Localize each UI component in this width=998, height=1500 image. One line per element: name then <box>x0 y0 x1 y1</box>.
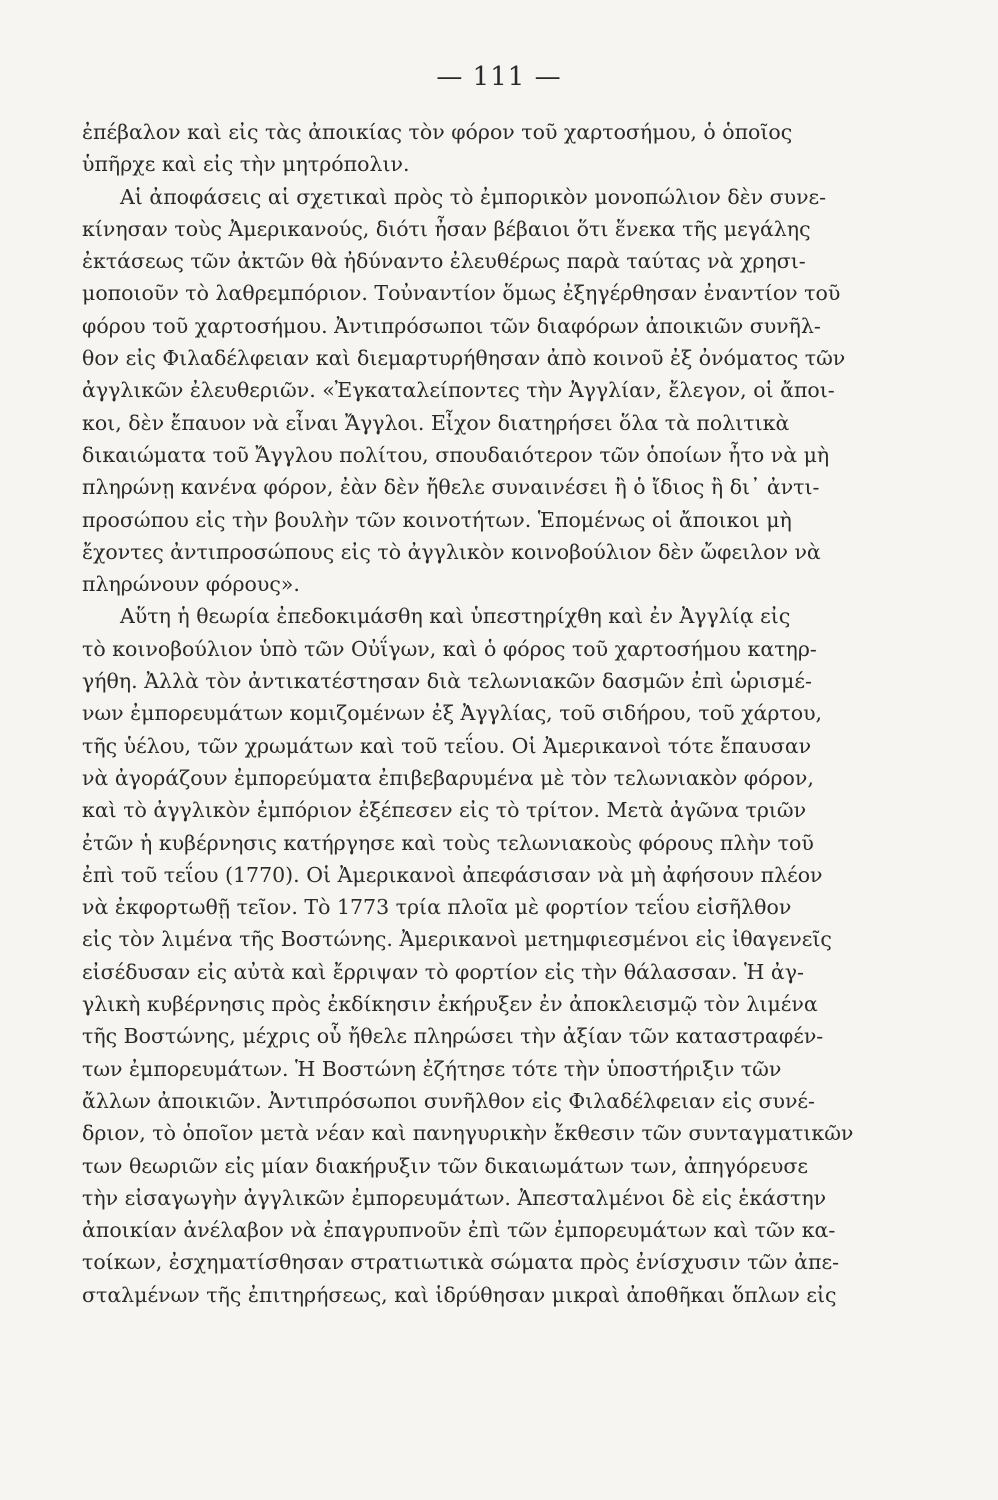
text-line: δριον, τὸ ὁποῖον μετὰ νέαν καὶ πανηγυρικὴν ἔκθεσιν τῶν συνταγματικῶν <box>82 1121 854 1146</box>
text-line: κοι, δὲν ἔπαυον νὰ εἶναι Ἄγγλοι. Εἶχον διατηρήσει ὅλα τὰ πολιτικὰ <box>82 410 790 435</box>
text-line: ἐπὶ τοῦ τεΐου (1770). Οἱ Ἀμερικανοὶ ἀπεφάσισαν νὰ μὴ ἀφήσουν πλέον <box>82 862 823 887</box>
body-text <box>82 116 910 1311</box>
text-line: ἐπέβαλον καὶ εἰς τὰς ἀποικίας τὸν φόρον τοῦ χαρτοσήμου, ὁ ὁποῖος <box>82 120 793 144</box>
text-line: νὰ ἀγοράζουν ἐμπορεύματα ἐπιβεβαρυμένα μὲ τὸν τελωνιακὸν φόρον, <box>82 765 814 790</box>
text-line: φόρου τοῦ χαρτοσήμου. Ἀντιπρόσωποι τῶν διαφόρων ἀποικιῶν συνῆλ- <box>82 313 821 338</box>
text-line: κίνησαν τοὺς Ἀμερικανούς, διότι ἦσαν βέβαιοι ὅτι ἕνεκα τῆς μεγάλης <box>82 216 811 241</box>
text-line: σταλμένων τῆς ἐπιτηρήσεως, καὶ ἱδρύθησαν μικραὶ ἀποθῆκαι ὅπλων εἰς <box>82 1282 837 1307</box>
text-line: γλικὴ κυβέρνησις πρὸς ἐκδίκησιν ἐκήρυξεν ἐν ἀποκλεισμῷ τὸν λιμένα <box>82 992 818 1017</box>
text-line: τὴν εἰσαγωγὴν ἀγγλικῶν ἐμπορευμάτων. Ἀπεσταλμένοι δὲ εἰς ἑκάστην <box>82 1185 827 1210</box>
text-line: νὰ ἐκφορτωθῇ τεῖον. Τὸ 1773 τρία πλοῖα μὲ φορτίον τεΐου εἰσῆλθον <box>82 895 792 920</box>
text-line: ἐκτάσεως τῶν ἀκτῶν θὰ ἠδύναντο ἐλευθέρως παρὰ ταύτας νὰ χρησι- <box>82 249 806 274</box>
text-line: καὶ τὸ ἀγγλικὸν ἐμπόριον ἐξέπεσεν εἰς τὸ τρίτον. Μετὰ ἀγῶνα τριῶν <box>82 798 807 823</box>
text-line: τοίκων, ἐσχηματίσθησαν στρατιωτικὰ σώματα πρὸς ἐνίσχυσιν τῶν ἀπε- <box>82 1250 840 1275</box>
text-line: τῆς Βοστώνης, μέχρις οὗ ἤθελε πληρώσει τὴν ἀξίαν τῶν καταστραφέν- <box>82 1024 824 1049</box>
text-line: νων ἐμπορευμάτων κομιζομένων ἐξ Ἀγγλίας, τοῦ σιδήρου, τοῦ χάρτου, <box>82 701 823 726</box>
text-line: γήθη. Ἀλλὰ τὸν ἀντικατέστησαν διὰ τελωνιακῶν δασμῶν ἐπὶ ὡρισμέ- <box>82 669 812 694</box>
text-line: θον εἰς Φιλαδέλφειαν καὶ διεμαρτυρήθησαν ἀπὸ κοινοῦ ἐξ ὀνόματος τῶν <box>82 346 846 371</box>
text-line: ἀγγλικῶν ἐλευθεριῶν. «Ἐγκαταλείποντες τὴν Ἀγγλίαν, ἔλεγον, οἱ ἄποι- <box>82 378 835 403</box>
text-line: εἰς τὸν λιμένα τῆς Βοστώνης. Ἀμερικανοὶ μετημφιεσμένοι εἰς ἰθαγενεῖς <box>82 927 832 952</box>
text-line: πληρώνῃ κανένα φόρον, ἐὰν δὲν ἤθελε συναινέσει ἢ ὁ ἴδιος ἢ δι᾽ ἀντι- <box>82 475 820 500</box>
page-number: — 111 — <box>436 62 562 92</box>
text-line: ὑπῆρχε καὶ εἰς τὴν μητρόπολιν. <box>82 152 410 177</box>
text-line: ἀποικίαν ἀνέλαβον νὰ ἐπαγρυπνοῦν ἐπὶ τῶν ἐμπορευμάτων καὶ τῶν κα- <box>82 1218 836 1243</box>
text-line: ἐτῶν ἡ κυβέρνησις κατήργησε καὶ τοὺς τελωνιακοὺς φόρους πλὴν τοῦ <box>82 830 814 855</box>
text-line: ἔχοντες ἀντιπροσώπους εἰς τὸ ἀγγλικὸν κοινοβούλιον δὲν ὤφειλον νὰ <box>82 539 821 564</box>
text-line: προσώπου εἰς τὴν βουλὴν τῶν κοινοτήτων. Ἑπομένως οἱ ἄποικοι μὴ <box>82 507 792 532</box>
text-line: εἰσέδυσαν εἰς αὐτὰ καὶ ἔρριψαν τὸ φορτίον εἰς τὴν θάλασσαν. Ἡ ἀγ- <box>82 959 804 984</box>
text-line: ἄλλων ἀποικιῶν. Ἀντιπρόσωποι συνῆλθον εἰς Φιλαδέλφειαν εἰς συνέ- <box>82 1088 815 1113</box>
text-line: τὸ κοινοβούλιον ὑπὸ τῶν Οὐΐγων, καὶ ὁ φόρος τοῦ χαρτοσήμου κατηρ- <box>82 636 817 661</box>
text-line: Αὕτη ἡ θεωρία ἐπεδοκιμάσθη καὶ ὑπεστηρίχθη καὶ ἐν Ἀγγλίᾳ εἰς <box>120 604 791 629</box>
text-line: δικαιώματα τοῦ Ἄγγλου πολίτου, σπουδαιότερον τῶν ὁποίων ἦτο νὰ μὴ <box>82 442 830 467</box>
text-line: πληρώνουν φόρους». <box>82 572 300 597</box>
text-line: των θεωριῶν εἰς μίαν διακήρυξιν τῶν δικαιωμάτων των, ἀπηγόρευσε <box>82 1153 808 1178</box>
text-line: Αἱ ἀποφάσεις αἱ σχετικαὶ πρὸς τὸ ἐμπορικὸν μονοπώλιον δὲν συνε- <box>120 184 827 209</box>
text-line: των ἐμπορευμάτων. Ἡ Βοστώνη ἐζήτησε τότε τὴν ὑποστήριξιν τῶν <box>82 1056 782 1081</box>
text-line: τῆς ὑέλου, τῶν χρωμάτων καὶ τοῦ τεΐου. Οἱ Ἀμερικανοὶ τότε ἔπαυσαν <box>82 733 812 758</box>
text-line: μοποιοῦν τὸ λαθρεμπόριον. Τοὐναντίον ὅμως ἐξηγέρθησαν ἐναντίον τοῦ <box>82 281 841 306</box>
